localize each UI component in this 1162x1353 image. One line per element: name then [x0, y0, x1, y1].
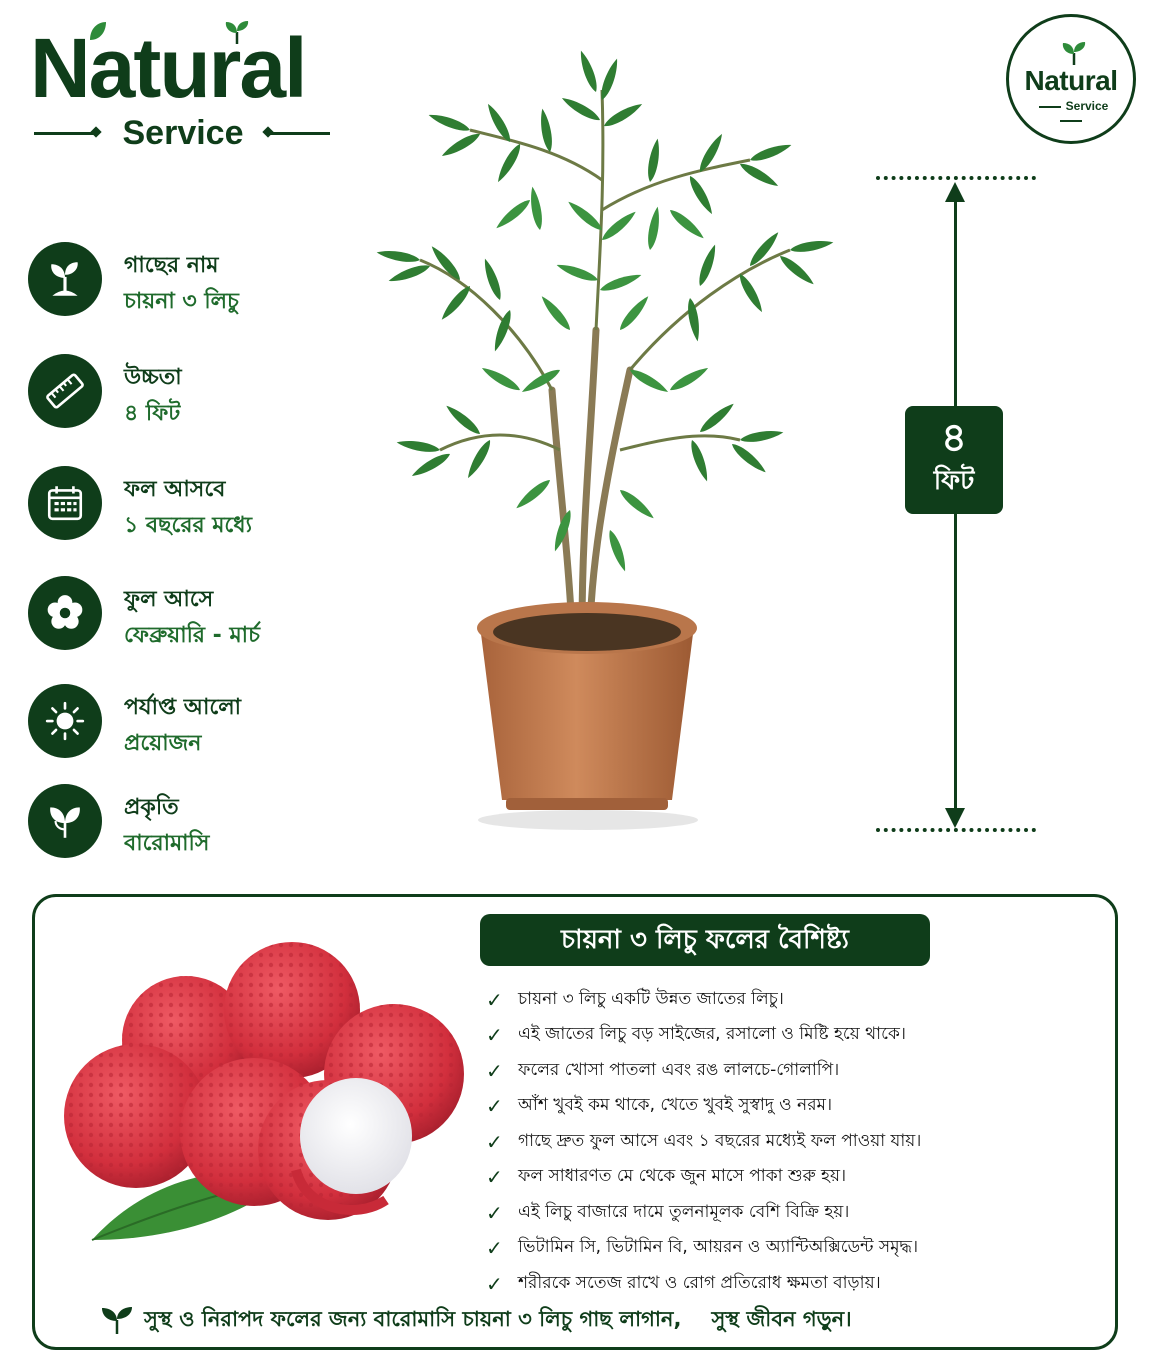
height-badge [905, 406, 1003, 514]
point-text: শরীরকে সতেজ রাখে ও রোগ প্রতিরোধ ক্ষমতা বাড়ায়। [518, 1272, 881, 1293]
feature-label: ফুল আসে [124, 587, 214, 612]
badge-name: Natural [1024, 65, 1118, 96]
calendar-icon [28, 466, 102, 540]
arrow-down-icon [945, 808, 965, 828]
brand-logo [28, 18, 348, 158]
height-unit: ফিট [933, 466, 975, 496]
check-icon: ✓ [486, 1023, 503, 1048]
height-value: ৪ [941, 415, 967, 461]
feature-value: প্রয়োজন [124, 731, 202, 756]
feature-value: ফেব্রুয়ারি - মার্চ [124, 623, 260, 648]
badge-logo [1006, 14, 1136, 144]
panel-title: চায়না ৩ লিচু ফলের বৈশিষ্ট্য [480, 914, 930, 966]
feature-points [486, 982, 1106, 1302]
point-text: এই লিচু বাজারে দামে তুলনামূলক বেশি বিক্রি হয়। [518, 1201, 850, 1222]
lychee-illustration [56, 940, 466, 1250]
check-icon: ✓ [486, 1236, 503, 1261]
list-item [486, 982, 1106, 1018]
sprout-icon [1061, 41, 1087, 65]
point-text: গাছে দ্রুত ফুল আসে এবং ১ বছরের মধ্যেই ফল পাওয়া যায়। [518, 1130, 922, 1151]
feature-item-name [26, 240, 326, 320]
feature-label: গাছের নাম [124, 253, 219, 278]
feature-label: উচ্চতা [124, 365, 182, 390]
feature-item-flowering [26, 574, 326, 654]
feature-value: ১ বছরের মধ্যে [124, 513, 252, 538]
list-item [486, 1195, 1106, 1231]
brand-subtitle-row [28, 116, 338, 150]
badge-subtitle: Service [1019, 99, 1123, 127]
list-item [486, 1160, 1106, 1196]
feature-item-height [26, 352, 326, 432]
feature-item-fruiting [26, 464, 326, 544]
point-text: ভিটামিন সি, ভিটামিন বি, আয়রন ও অ্যান্টিঅক্সিডেন্ট সমৃদ্ধ। [518, 1237, 919, 1258]
sun-icon [28, 684, 102, 758]
check-icon: ✓ [486, 1094, 503, 1119]
point-text: চায়না ৩ লিচু একটি উন্নত জাতের লিচু। [518, 988, 784, 1009]
point-text: ফলের খোসা পাতলা এবং রঙ লালচে-গোলাপি। [518, 1059, 840, 1080]
leaves-icon [100, 1306, 134, 1334]
feature-value: বারোমাসি [124, 831, 210, 856]
list-item [486, 1089, 1106, 1125]
check-icon: ✓ [486, 1200, 503, 1225]
ruler-icon [28, 354, 102, 428]
footer-text-1: সুস্থ ও নিরাপদ ফলের জন্য বারোমাসি চায়না ৩ লিচু গাছ লাগান, [144, 1306, 682, 1331]
feature-value: চায়না ৩ লিচু [124, 289, 239, 314]
point-text: এই জাতের লিচু বড় সাইজের, রসালো ও মিষ্টি হয়ে থাকে। [518, 1024, 906, 1045]
brand-name: Natural [30, 21, 306, 115]
check-icon: ✓ [486, 987, 503, 1012]
sprout-icon [28, 242, 102, 316]
feature-item-light [26, 682, 326, 762]
check-icon: ✓ [486, 1058, 503, 1083]
point-text: আঁশ খুবই কম থাকে, খেতে খুবই সুস্বাদু ও নরম। [518, 1095, 833, 1116]
brand-subtitle: Service [122, 114, 244, 152]
footer-slogan [100, 1300, 1100, 1340]
check-icon: ✓ [486, 1129, 503, 1154]
feature-value: ৪ ফিট [124, 401, 181, 426]
list-item [486, 1266, 1106, 1302]
height-top-line [876, 176, 1036, 180]
flower-icon [28, 576, 102, 650]
leaves-icon [28, 784, 102, 858]
check-icon: ✓ [486, 1165, 503, 1190]
check-icon: ✓ [486, 1271, 503, 1296]
feature-item-nature [26, 782, 326, 862]
list-item [486, 1053, 1106, 1089]
plant-illustration [320, 30, 860, 830]
feature-label: প্রকৃতি [124, 795, 179, 820]
point-text: ফল সাধারণত মে থেকে জুন মাসে পাকা শুরু হয়। [518, 1166, 847, 1187]
feature-label: পর্যাপ্ত আলো [124, 695, 242, 720]
list-item [486, 1231, 1106, 1267]
list-item [486, 1018, 1106, 1054]
footer-text-2: সুস্থ জীবন গড়ুন। [711, 1306, 852, 1331]
list-item [486, 1124, 1106, 1160]
feature-label: ফল আসবে [124, 477, 226, 502]
height-bottom-line [876, 828, 1036, 832]
